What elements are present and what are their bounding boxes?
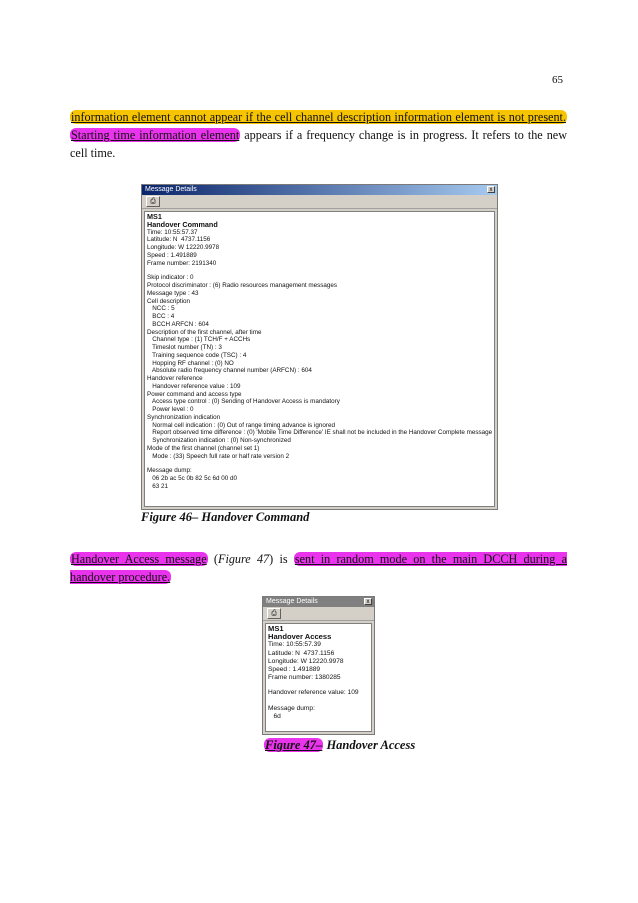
message-line: Mode : (33) Speech full rate or half rate version 2 — [147, 452, 290, 460]
message-line: Channel type : (1) TCH/F + ACCHs — [147, 336, 251, 344]
figure-46-caption: Figure 46– Handover Command — [141, 510, 310, 524]
print-icon[interactable]: ⎙ — [146, 196, 160, 207]
message-line: Handover Command — [147, 219, 218, 229]
message-line: Handover reference value: 109 — [268, 689, 359, 697]
blank-line — [268, 682, 369, 689]
message-content — [265, 623, 372, 732]
message-line: Speed : 1.491889 — [147, 251, 197, 259]
close-icon[interactable]: x — [364, 598, 372, 605]
message-line: Access type control : (0) Sending of Handover Access is mandatory — [147, 398, 340, 406]
message-line: Report observed time difference : (0) 'Mobile Time Difference' IE shall not be included in the Handover Complete message — [147, 429, 493, 437]
message-line: BCC : 4 — [147, 313, 175, 320]
message-line: Time: 10:55:57.39 — [268, 641, 321, 649]
paragraph-2-text: ( — [207, 552, 218, 566]
paragraph-2-text: ) is — [269, 552, 294, 566]
figure-47-caption — [264, 738, 415, 753]
message-line: Absolute radio frequency channel number (ARFCN) : 604 — [147, 367, 312, 375]
message-line: Latitude: N 4737.1156 — [268, 649, 335, 657]
message-line: BCCH ARFCN : 604 — [147, 320, 209, 328]
message-line: Frame number: 1380285 — [268, 674, 341, 682]
figure-reference: Figure 47 — [218, 552, 270, 566]
message-line: Time: 10:55:57.37 — [147, 228, 198, 236]
blank-line — [147, 460, 492, 467]
blank-line — [268, 698, 369, 705]
message-line: Synchronization indication — [147, 413, 221, 421]
highlight-magenta: Handover Access message — [71, 552, 207, 566]
message-content — [144, 211, 495, 507]
message-details-window-1 — [141, 184, 498, 510]
window-title: Message Details — [266, 598, 318, 605]
message-line: 6d — [268, 712, 281, 720]
message-line: 63 21 — [147, 482, 169, 490]
highlight-magenta: sent in random mode on the main DCCH during a handover procedure. — [70, 552, 568, 584]
message-line: Hopping RF channel : (0) NO — [147, 359, 234, 367]
message-line: NCC : 5 — [147, 305, 175, 313]
paragraph-1-text: appears if a frequency change is in progress. It refers to the new cell time. — [70, 128, 567, 160]
window-titlebar — [142, 185, 497, 195]
caption-text: Handover Access — [323, 738, 416, 752]
message-line: Handover reference — [147, 375, 203, 382]
window-toolbar — [142, 195, 497, 209]
highlight-magenta: Figure 47– — [265, 738, 323, 752]
message-line: Message dump: — [268, 704, 315, 712]
window-titlebar — [263, 597, 374, 607]
message-line: Power command and access type — [147, 390, 242, 398]
message-line: Timeslot number (TN) : 3 — [147, 344, 222, 351]
message-line: Training sequence code (TSC) : 4 — [147, 351, 247, 359]
paragraph-1 — [70, 108, 567, 162]
blank-line — [147, 267, 492, 274]
message-line: Description of the first channel, after time — [147, 328, 262, 336]
message-line: Longitude: W 12220.9978 — [147, 244, 220, 251]
message-line: Latitude: N 4737.1156 — [147, 236, 211, 244]
message-line: 06 2b ac 5c 0b 82 5c 6d 00 d0 — [147, 475, 237, 482]
paragraph-2 — [70, 550, 567, 586]
page-number: 65 — [552, 74, 563, 86]
message-line: Handover Access — [268, 632, 332, 642]
print-icon[interactable]: ⎙ — [267, 608, 281, 619]
message-line: Normal cell indication : (0) Out of range timing advance is ignored — [147, 421, 335, 429]
window-toolbar — [263, 607, 374, 621]
message-line: Handover reference value : 109 — [147, 382, 241, 390]
message-line: Message dump: — [147, 467, 192, 475]
message-line: MS1 — [147, 212, 162, 221]
message-line: Mode of the first channel (channel set 1) — [147, 444, 260, 452]
message-line: Skip indicator : 0 — [147, 274, 194, 282]
message-line: Frame number: 2191340 — [147, 259, 217, 267]
message-line: Protocol discriminator : (6) Radio resources management messages — [147, 282, 338, 289]
message-line: Synchronization indication : (0) Non-synchronized — [147, 437, 291, 444]
message-line: Message type : 43 — [147, 289, 199, 297]
highlight-magenta: Starting time information element — [71, 128, 240, 142]
message-line: Longitude: W 12220.9978 — [268, 657, 344, 665]
close-icon[interactable]: x — [487, 186, 495, 193]
message-line: MS1 — [268, 624, 284, 633]
message-details-window-2 — [262, 596, 375, 735]
message-line: Power level : 0 — [147, 406, 194, 413]
message-line: Cell description — [147, 297, 191, 305]
window-title: Message Details — [145, 186, 197, 193]
highlight-yellow: information element cannot appear if the cell channel description information element is not present. — [71, 110, 566, 124]
message-line: Speed : 1.491889 — [268, 666, 321, 674]
